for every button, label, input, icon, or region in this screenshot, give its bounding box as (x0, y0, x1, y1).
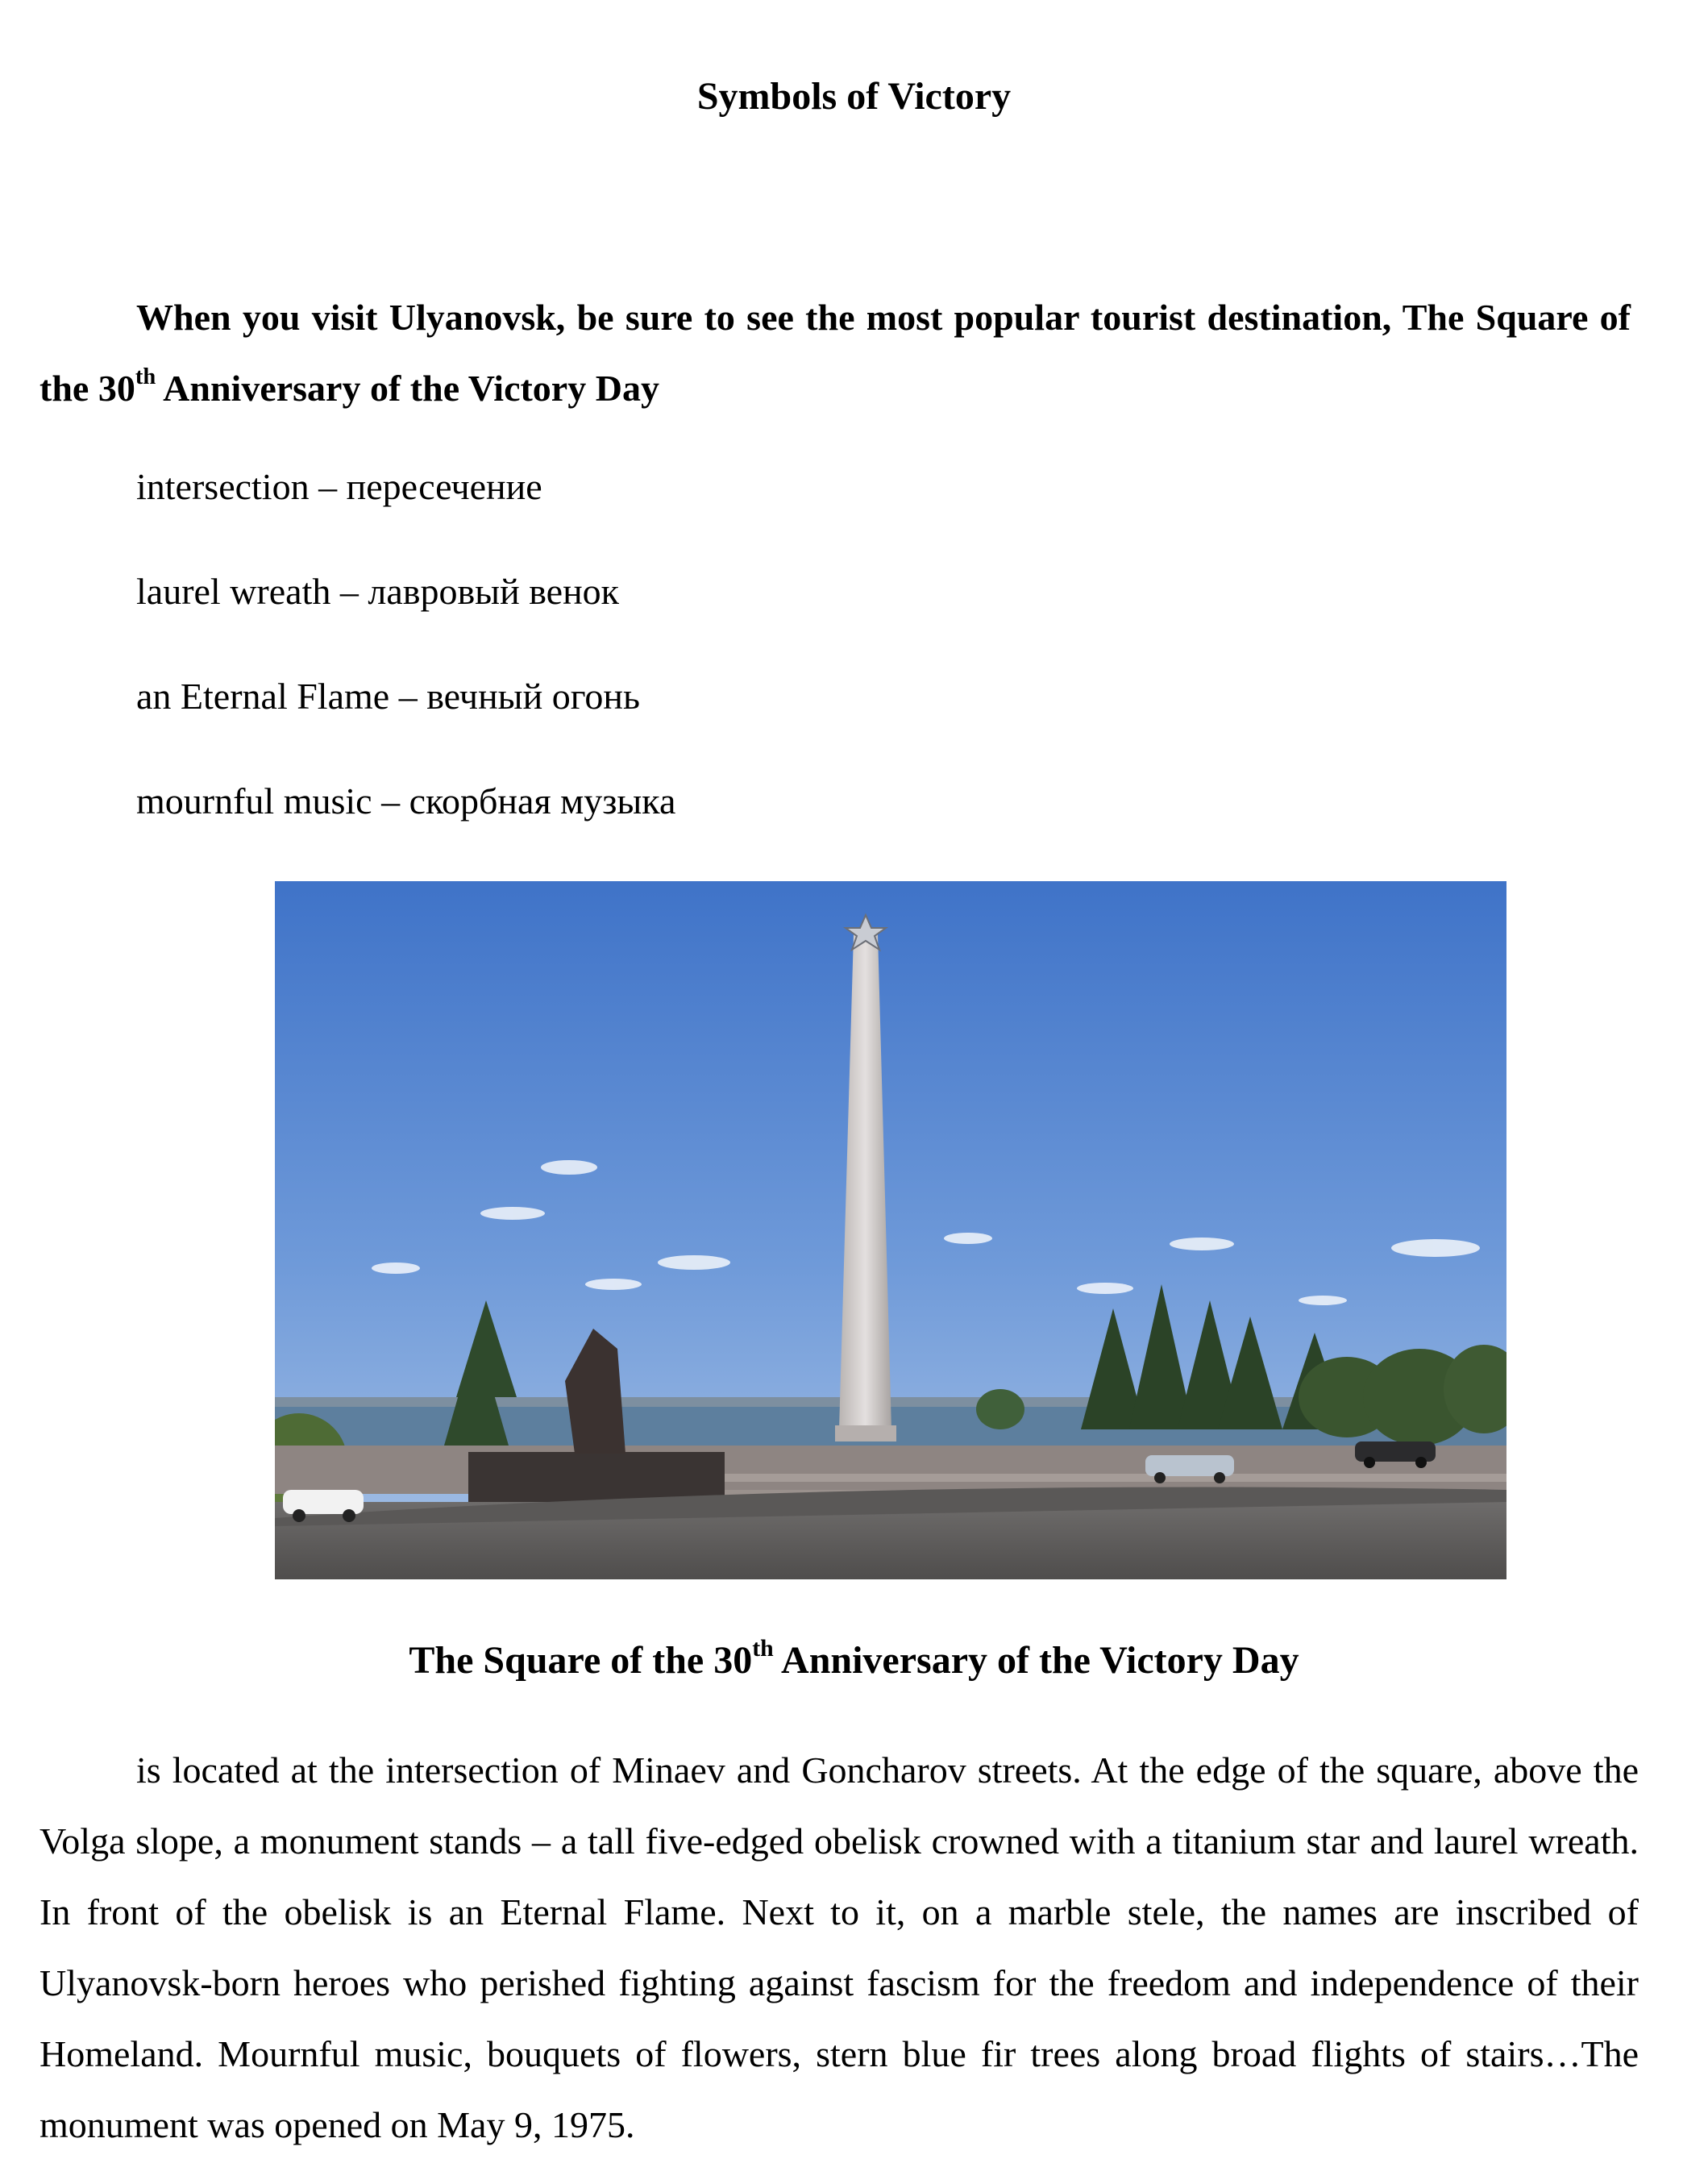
page-title: Symbols of Victory (696, 75, 1012, 118)
body-paragraph (39, 1735, 1639, 2161)
intro-paragraph (39, 282, 1631, 424)
ordinal-suffix: th (135, 364, 156, 390)
ordinal-suffix: th (752, 1634, 774, 1662)
monument-photo (275, 881, 1506, 1579)
vocab-item: an Eternal Flame – вечный огонь (136, 676, 641, 717)
intro-text: When you visit Ulyanovsk, be sure to see the most popular tourist destination, The Square of the 30 (39, 297, 1631, 409)
caption-text-end: Anniversary of the Victory Day (773, 1639, 1299, 1682)
plaza (275, 1446, 1506, 1494)
intro-text-end: Anniversary of the Victory Day (156, 368, 659, 409)
vocab-item: laurel wreath – лавровый венок (136, 571, 620, 612)
caption-text: The Square of the 30 (409, 1639, 753, 1682)
body-text: is located at the intersection of Minaev and Goncharov streets. At the edge of the square, above the Volga slope, a monument stands – a tall five-edged obelisk crowned with a titanium star and laurel wreath. In front of the obelisk is an Eternal Flame. Next to it, on a marble stele, the names are inscribed of Ulyanovsk-born heroes who perished fighting against fascism for the freedom and independence of their Homeland. Mournful music, bouquets of flowers, stern blue fir trees along broad flights of stairs…The monument was opened on May 9, 1975. (39, 1749, 1639, 2145)
vocab-item: intersection – пересечение (136, 466, 542, 507)
vocab-item: mournful music – скорбная музыка (136, 780, 676, 822)
photo-caption (0, 1634, 1708, 1685)
